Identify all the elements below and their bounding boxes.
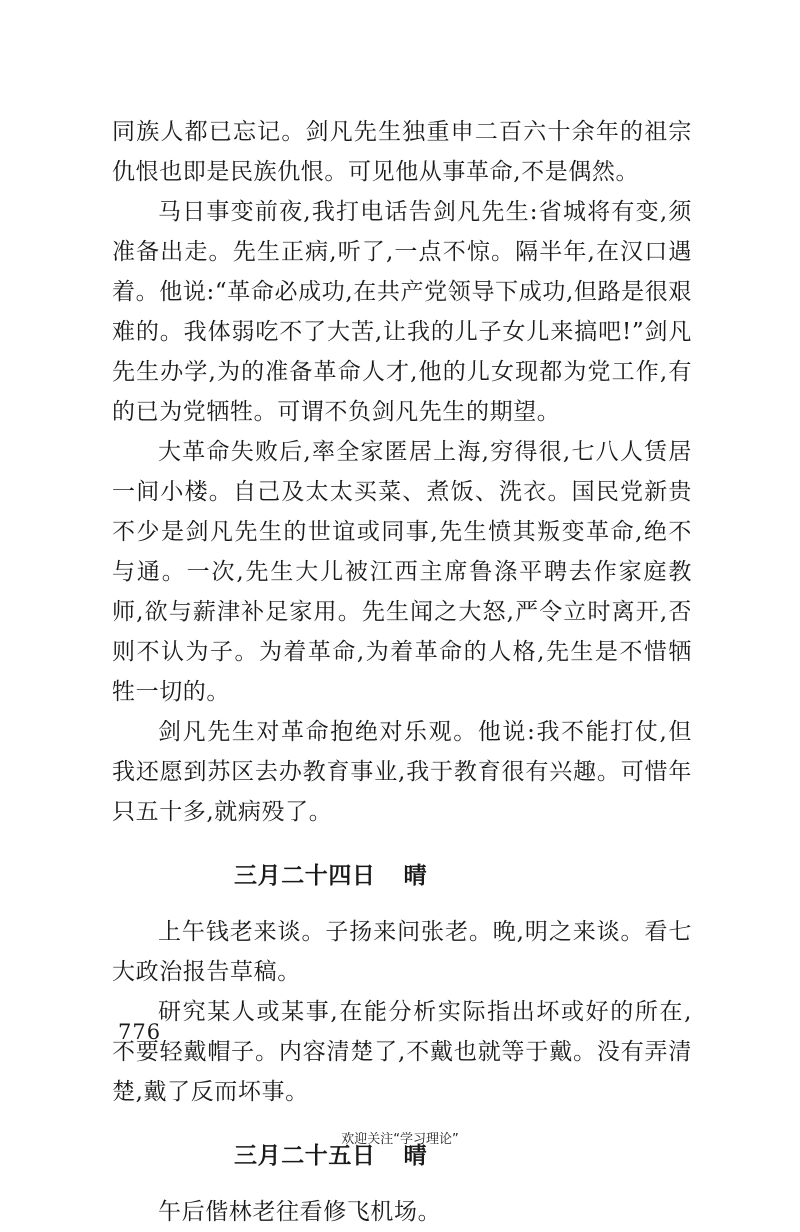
paragraph-march24-1: 上午钱老来谈。子扬来问张老。晚,明之来谈。看七大政治报告草稿。 (112, 919, 692, 985)
page-number: 776 (118, 1020, 162, 1044)
paragraph-continuation: 同族人都已忘记。剑凡先生独重申二百六十余年的祖宗仇恨也即是民族仇恨。可见他从事革命,不是偶然。 (112, 119, 692, 185)
entry-date: 三月二十四日 (234, 862, 376, 889)
entry-weather: 晴 (403, 1142, 428, 1169)
page-body (112, 112, 692, 1232)
paragraph-march25-1: 午后偕林老往看修飞机场。 (158, 1199, 442, 1225)
paragraph-optimism: 剑凡先生对革命抱绝对乐观。他说:我不能打仗,但我还愿到苏区去办教育事业,我于教育很有兴趣。可惜年只五十多,就病殁了。 (112, 719, 692, 825)
entry-weather: 晴 (403, 862, 428, 889)
date-heading-march-24 (112, 856, 692, 896)
paragraph-ma-ri-incident: 马日事变前夜,我打电话告剑凡先生:省城将有变,须准备出走。先生正病,听了,一点不惊。隔半年,在汉口遇着。他说:“革命必成功,在共产党领导下成功,但路是很艰难的。我体弱吃不了大苦,让我的儿子女儿来搞吧!”剑凡先生办学,为的准备革命人才,他的儿女现都为党工作,有的已为党牺牲。可谓不负剑凡先生的期望。 (112, 199, 692, 425)
paragraph-march24-2: 研究某人或某事,在能分析实际指出坏或好的所在,不要轻戴帽子。内容清楚了,不戴也就等于戴。没有弄清楚,戴了反而坏事。 (112, 999, 692, 1105)
entry-date: 三月二十五日 (234, 1142, 376, 1169)
paragraph-after-revolution: 大革命失败后,率全家匿居上海,穷得很,七八人赁居一间小楼。自己及太太买菜、煮饭、洗衣。国民党新贵不少是剑凡先生的世谊或同事,先生愤其叛变革命,绝不与通。一次,先生大儿被江西主席鲁涤平聘去作家庭教师,欲与薪津补足家用。先生闻之大怒,严令立时离开,否则不认为子。为着革命,为着革命的人格,先生是不惜牺牲一切的。 (112, 439, 692, 705)
footer-note: 欢迎关注“学习理论” (341, 1132, 459, 1147)
